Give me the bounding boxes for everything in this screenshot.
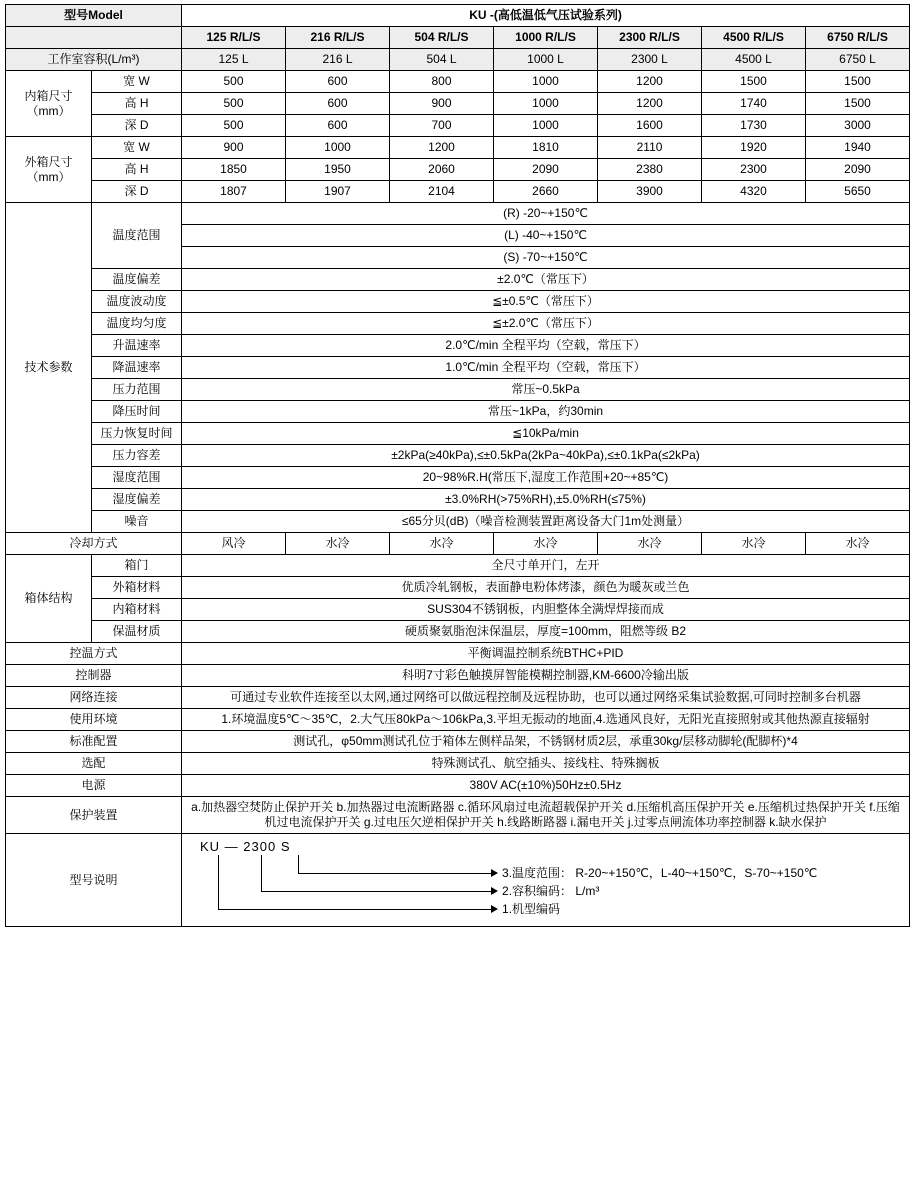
table-row-outer-d	[6, 181, 910, 203]
tech-row-value-11: ≦10kPa/min	[182, 423, 910, 445]
structure-row-value-1: 全尺寸单开门，左开	[182, 555, 910, 577]
capacity-value-6: 4500 L	[702, 49, 806, 71]
outer-d-7: 5650	[806, 181, 910, 203]
outer-h-5: 2380	[598, 159, 702, 181]
inner-w-5: 1200	[598, 71, 702, 93]
inner-d-7: 3000	[806, 115, 910, 137]
table-row-structure-2	[6, 577, 910, 599]
model-col-6: 4500 R/L/S	[702, 27, 806, 49]
cooling-value-5: 水冷	[598, 533, 702, 555]
spec-sheet-page	[0, 4, 914, 1191]
capacity-value-4: 1000 L	[494, 49, 598, 71]
table-row-structure-1	[6, 555, 910, 577]
inner-row-name-3: 深 D	[92, 115, 182, 137]
tech-label: 技术参数	[6, 203, 92, 533]
table-row-tech-15	[6, 511, 910, 533]
capacity-value-3: 504 L	[390, 49, 494, 71]
outer-h-3: 2060	[390, 159, 494, 181]
protection-label: 保护装置	[6, 797, 182, 834]
cooling-value-4: 水冷	[494, 533, 598, 555]
protection-value: a.加热器空焚防止保护开关 b.加热器过电流断路器 c.循环风扇过电流超载保护开关 d.压缩机高压保护开关 e.压缩机过热保护开关 f.压缩机过电流保护开关 g.过电压欠逆相保护开关 h.线路断路器 i.漏电开关 j.过零点闸流体功率控制器 k.缺水保护	[182, 797, 910, 834]
outer-w-7: 1940	[806, 137, 910, 159]
tech-row-name-6: 温度均匀度	[92, 313, 182, 335]
cooling-value-2: 水冷	[286, 533, 390, 555]
table-row-cooling	[6, 533, 910, 555]
table-row-misc-2	[6, 665, 910, 687]
table-row-tech-13	[6, 467, 910, 489]
misc-label-2: 控制器	[6, 665, 182, 687]
misc-label-6: 选配	[6, 753, 182, 775]
model-head-spacer	[6, 27, 182, 49]
leader-line-1	[218, 855, 219, 909]
model-desc-item-3: 1.机型编码	[502, 902, 561, 916]
table-row-tech-7	[6, 335, 910, 357]
model-code-text: KU — 2300 S	[200, 839, 291, 854]
outer-row-name-1: 宽 W	[92, 137, 182, 159]
model-label-cell: 型号Model	[6, 5, 182, 27]
table-row-misc-5	[6, 731, 910, 753]
model-desc-label: 型号说明	[6, 834, 182, 927]
table-row-structure-3	[6, 599, 910, 621]
table-row-misc-7	[6, 775, 910, 797]
inner-d-6: 1730	[702, 115, 806, 137]
inner-h-5: 1200	[598, 93, 702, 115]
tech-row-value-5: ≦±0.5℃（常压下）	[182, 291, 910, 313]
outer-h-4: 2090	[494, 159, 598, 181]
tech-row-value-8: 1.0℃/min 全程平均（空载，常压下）	[182, 357, 910, 379]
inner-h-6: 1740	[702, 93, 806, 115]
specification-table	[5, 4, 910, 927]
model-col-7: 6750 R/L/S	[806, 27, 910, 49]
outer-h-6: 2300	[702, 159, 806, 181]
outer-w-2: 1000	[286, 137, 390, 159]
structure-row-name-1: 箱门	[92, 555, 182, 577]
table-row-structure-4	[6, 621, 910, 643]
table-row-misc-1	[6, 643, 910, 665]
tech-row-name-4: 温度偏差	[92, 269, 182, 291]
outer-w-3: 1200	[390, 137, 494, 159]
tech-row-name-12: 压力容差	[92, 445, 182, 467]
cooling-value-6: 水冷	[702, 533, 806, 555]
outer-h-7: 2090	[806, 159, 910, 181]
inner-h-7: 1500	[806, 93, 910, 115]
tech-row-value-3: (S) -70~+150℃	[182, 247, 910, 269]
tech-row-name-8: 降温速率	[92, 357, 182, 379]
outer-d-3: 2104	[390, 181, 494, 203]
table-row-tech-9	[6, 379, 910, 401]
cooling-value-1: 风冷	[182, 533, 286, 555]
tech-row-value-9: 常压~0.5kPa	[182, 379, 910, 401]
table-row-inner-w	[6, 71, 910, 93]
inner-row-name-1: 宽 W	[92, 71, 182, 93]
leader-line-2	[261, 855, 262, 891]
outer-d-1: 1807	[182, 181, 286, 203]
inner-h-4: 1000	[494, 93, 598, 115]
tech-row-value-12: ±2kPa(≥40kPa),≤±0.5kPa(2kPa~40kPa),≤±0.1kPa(≤2kPa)	[182, 445, 910, 467]
table-row-outer-w	[6, 137, 910, 159]
leader-horizontal-3	[218, 909, 493, 910]
structure-row-value-4: 硬质聚氨脂泡沫保温层，厚度=100mm，阻燃等级 B2	[182, 621, 910, 643]
arrow-head-icon-2	[491, 887, 498, 895]
outer-d-5: 3900	[598, 181, 702, 203]
inner-w-4: 1000	[494, 71, 598, 93]
inner-h-1: 500	[182, 93, 286, 115]
misc-label-3: 网络连接	[6, 687, 182, 709]
table-row-outer-h	[6, 159, 910, 181]
table-row-tech-11	[6, 423, 910, 445]
tech-row-name-11: 压力恢复时间	[92, 423, 182, 445]
tech-row-value-15: ≤65分贝(dB)（噪音检测装置距离设备大门1m处测量）	[182, 511, 910, 533]
structure-row-name-4: 保温材质	[92, 621, 182, 643]
table-row-misc-6	[6, 753, 910, 775]
misc-label-5: 标准配置	[6, 731, 182, 753]
misc-label-7: 电源	[6, 775, 182, 797]
structure-row-name-2: 外箱材料	[92, 577, 182, 599]
tech-row-name-14: 湿度偏差	[92, 489, 182, 511]
model-desc-cell	[182, 834, 910, 927]
outer-dim-unit-text: （mm）	[26, 169, 71, 184]
model-col-5: 2300 R/L/S	[598, 27, 702, 49]
cooling-label: 冷却方式	[6, 533, 182, 555]
inner-dim-unit-text: （mm）	[26, 103, 71, 118]
structure-label: 箱体结构	[6, 555, 92, 643]
tech-row-name-15: 噪音	[92, 511, 182, 533]
table-row-misc-4	[6, 709, 910, 731]
model-desc-item-2: 2.容积编码： L/m³	[502, 884, 600, 898]
outer-row-name-2: 高 H	[92, 159, 182, 181]
table-row-protection	[6, 797, 910, 834]
model-col-2: 216 R/L/S	[286, 27, 390, 49]
outer-d-4: 2660	[494, 181, 598, 203]
tech-row-value-4: ±2.0℃（常压下）	[182, 269, 910, 291]
series-title-cell: KU -(高低温低气压试验系列)	[182, 5, 910, 27]
outer-dim-label	[6, 137, 92, 203]
table-row-tech-4	[6, 269, 910, 291]
capacity-value-1: 125 L	[182, 49, 286, 71]
outer-row-name-3: 深 D	[92, 181, 182, 203]
table-row-tech-1	[6, 203, 910, 225]
outer-h-2: 1950	[286, 159, 390, 181]
inner-w-7: 1500	[806, 71, 910, 93]
inner-w-6: 1500	[702, 71, 806, 93]
inner-d-5: 1600	[598, 115, 702, 137]
outer-dim-label-text: 外箱尺寸	[24, 154, 73, 169]
inner-d-3: 700	[390, 115, 494, 137]
structure-row-value-3: SUS304不锈钢板，内胆整体全满焊焊接而成	[182, 599, 910, 621]
model-col-1: 125 R/L/S	[182, 27, 286, 49]
arrow-head-icon-3	[491, 905, 498, 913]
misc-value-1: 平衡调温控制系统BTHC+PID	[182, 643, 910, 665]
table-row-header-title	[6, 5, 910, 27]
table-row-tech-6	[6, 313, 910, 335]
misc-label-1: 控温方式	[6, 643, 182, 665]
misc-value-6: 特殊测试孔、航空插头、接线柱、特殊搁板	[182, 753, 910, 775]
cooling-value-3: 水冷	[390, 533, 494, 555]
misc-value-7: 380V AC(±10%)50Hz±0.5Hz	[182, 775, 910, 797]
tech-row-value-7: 2.0℃/min 全程平均（空载，常压下）	[182, 335, 910, 357]
outer-h-1: 1850	[182, 159, 286, 181]
table-row-tech-12	[6, 445, 910, 467]
misc-value-4: 1.环境温度5℃～35℃，2.大气压80kPa～106kPa,3.平坦无振动的地面,4.选通风良好，无阳光直接照射或其他热源直接辐射	[182, 709, 910, 731]
tech-row-value-6: ≦±2.0℃（常压下）	[182, 313, 910, 335]
table-row-model-description	[6, 834, 910, 927]
inner-d-4: 1000	[494, 115, 598, 137]
table-row-tech-8	[6, 357, 910, 379]
tech-row-value-2: (L) -40~+150℃	[182, 225, 910, 247]
inner-dim-label-text: 内箱尺寸	[24, 88, 73, 103]
outer-w-6: 1920	[702, 137, 806, 159]
capacity-value-7: 6750 L	[806, 49, 910, 71]
inner-w-3: 800	[390, 71, 494, 93]
tech-row-name-7: 升温速率	[92, 335, 182, 357]
inner-w-2: 600	[286, 71, 390, 93]
model-col-4: 1000 R/L/S	[494, 27, 598, 49]
tech-row-value-1: (R) -20~+150℃	[182, 203, 910, 225]
inner-dim-label	[6, 71, 92, 137]
tech-row-value-10: 常压~1kPa，约30min	[182, 401, 910, 423]
leader-line-3	[298, 855, 299, 873]
tech-row-name-1: 温度范围	[92, 203, 182, 269]
table-row-tech-14	[6, 489, 910, 511]
misc-value-3: 可通过专业软件连接至以太网,通过网络可以做远程控制及远程协助，也可以通过网络采集试验数据,可同时控制多台机器	[182, 687, 910, 709]
table-row-tech-10	[6, 401, 910, 423]
leader-horizontal-2	[261, 891, 493, 892]
table-row-inner-d	[6, 115, 910, 137]
outer-w-4: 1810	[494, 137, 598, 159]
structure-row-name-3: 内箱材料	[92, 599, 182, 621]
capacity-value-5: 2300 L	[598, 49, 702, 71]
cooling-value-7: 水冷	[806, 533, 910, 555]
tech-row-value-13: 20~98%R.H(常压下,湿度工作范围+20~+85℃)	[182, 467, 910, 489]
table-row-misc-3	[6, 687, 910, 709]
leader-horizontal-1	[298, 873, 493, 874]
arrow-head-icon-1	[491, 869, 498, 877]
tech-row-name-5: 温度波动度	[92, 291, 182, 313]
inner-row-name-2: 高 H	[92, 93, 182, 115]
tech-row-name-10: 降压时间	[92, 401, 182, 423]
capacity-value-2: 216 L	[286, 49, 390, 71]
misc-label-4: 使用环境	[6, 709, 182, 731]
table-row-models	[6, 27, 910, 49]
model-col-3: 504 R/L/S	[390, 27, 494, 49]
misc-value-2: 科明7寸彩色触摸屏智能模糊控制器,KM-6600冷输出版	[182, 665, 910, 687]
outer-w-5: 2110	[598, 137, 702, 159]
inner-w-1: 500	[182, 71, 286, 93]
table-row-capacity	[6, 49, 910, 71]
structure-row-value-2: 优质冷轧钢板，表面静电粉体烤漆，颜色为暖灰或兰色	[182, 577, 910, 599]
inner-d-2: 600	[286, 115, 390, 137]
tech-row-name-13: 湿度范围	[92, 467, 182, 489]
tech-row-value-14: ±3.0%RH(>75%RH),±5.0%RH(≤75%)	[182, 489, 910, 511]
inner-h-2: 600	[286, 93, 390, 115]
inner-h-3: 900	[390, 93, 494, 115]
outer-d-6: 4320	[702, 181, 806, 203]
outer-d-2: 1907	[286, 181, 390, 203]
model-code-diagram	[186, 837, 905, 923]
model-desc-item-1: 3.温度范围： R-20~+150℃，L-40~+150℃，S-70~+150℃	[502, 866, 818, 880]
table-row-tech-5	[6, 291, 910, 313]
inner-d-1: 500	[182, 115, 286, 137]
misc-value-5: 测试孔，φ50mm测试孔位于箱体左侧样品架，不锈钢材质2层，承重30kg/层移动脚轮(配脚杯)*4	[182, 731, 910, 753]
capacity-label: 工作室容积(L/m³)	[6, 49, 182, 71]
table-row-inner-h	[6, 93, 910, 115]
outer-w-1: 900	[182, 137, 286, 159]
tech-row-name-9: 压力范围	[92, 379, 182, 401]
